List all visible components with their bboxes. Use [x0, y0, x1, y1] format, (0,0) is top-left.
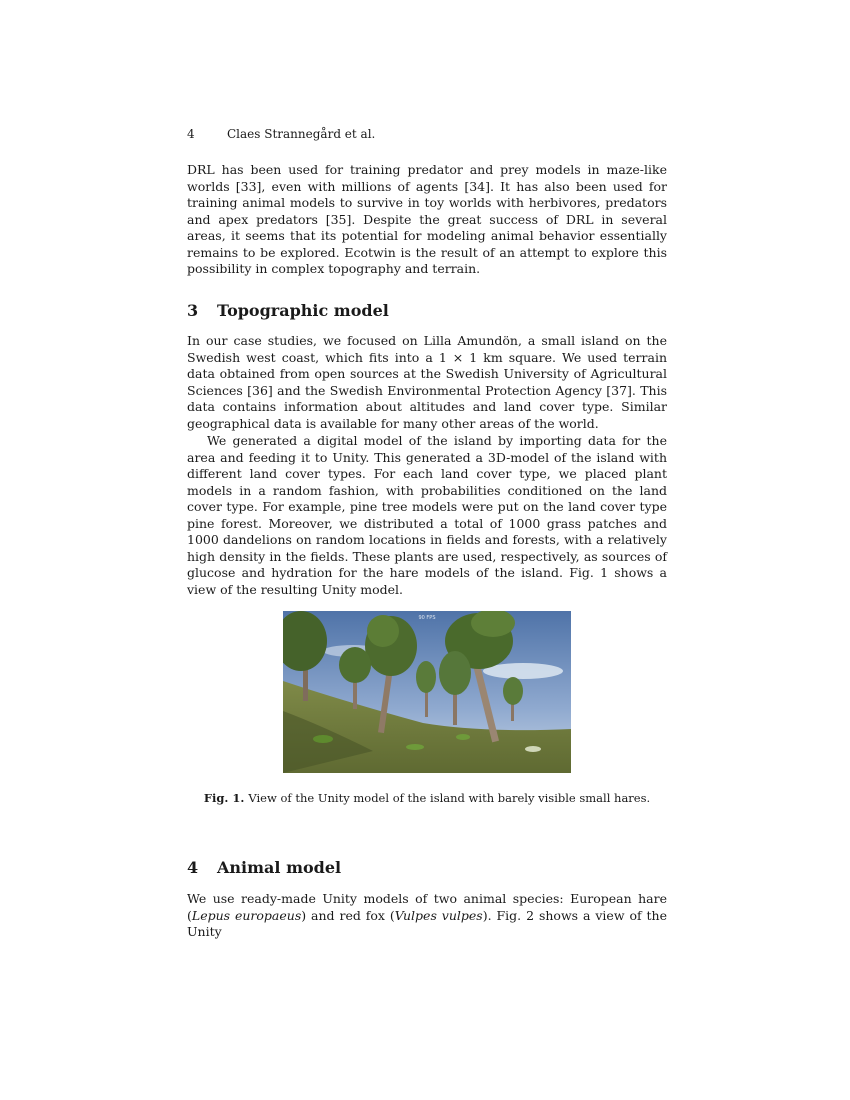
running-head-authors: Claes Strannegård et al. — [227, 127, 376, 141]
text-run: We use ready-made Unity models of two animal species: European hare ( — [187, 891, 667, 923]
caption-text: View of the Unity model of the island with barely visible small hares. — [248, 791, 651, 805]
section-3-paragraph-2: We generated a digital model of the island by importing data for the area and feeding it to Unity. This generated a 3D-model of the island with different land cover types. For each land cover type, we placed plant models in a random fashion, with probabilities conditioned on the land cover type. For example, pine tree models were put on the land cover type pine forest. Moreover, we distributed a total of 1000 grass patches and 1000 dandelions on random locations in fields and forests, with a relatively high density in the fields. These plants are used, respectively, as sources of glucose and hydration for the hare models of the island. Fig. 1 shows a view of the resulting Unity model. — [187, 433, 667, 597]
figure-1-image — [283, 611, 571, 773]
grass-patch — [313, 735, 333, 743]
grass-patch — [525, 746, 541, 752]
species-name-fox: Vulpes vulpes — [394, 907, 483, 923]
page-number: 4 — [187, 127, 195, 141]
section-3-paragraph-1: In our case studies, we focused on Lilla Amundön, a small island on the Swedish west coast, which fits into a 1 × 1 km square. We used terrain data obtained from open sources at the Swedish University of Agricultural Sciences [36] and the Swedish Environmental Protection Agency [37]. This data contains information about altitudes and land cover type. Similar geographical data is available for many other areas of the world. — [187, 333, 667, 431]
section-3-title: Topographic model — [217, 301, 389, 320]
section-4-heading — [187, 858, 667, 878]
section-4-title: Animal model — [217, 858, 342, 877]
species-name-hare: Lepus europaeus — [191, 907, 302, 923]
section-3-heading — [187, 301, 667, 321]
section-4-paragraph-1 — [187, 891, 667, 941]
intro-paragraph: DRL has been used for training predator and prey models in maze-like worlds [33], even with millions of agents [34]. It has also been used for training animal models to survive in toy worlds with herbivores, predators and apex predators [35]. Despite the great success of DRL in several areas, it seems that its potential for modeling animal behavior essentially remains to be explored. Ecotwin is the result of an attempt to explore this possibility in complex topography and terrain. — [187, 162, 667, 276]
grass-patch — [406, 744, 424, 750]
text-run: ). Fig. 2 shows a view of the Unity — [187, 907, 667, 939]
grass-patch — [456, 734, 470, 740]
section-3-number: 3 — [187, 301, 199, 320]
figure-1-caption — [187, 790, 667, 806]
caption-label: Fig. 1. — [203, 791, 245, 805]
running-head — [187, 126, 667, 142]
fps-overlay: 90 FPS — [418, 615, 436, 621]
text-run: ) and red fox ( — [301, 907, 395, 923]
unity-island-render — [283, 611, 571, 773]
section-4-number: 4 — [187, 858, 199, 877]
